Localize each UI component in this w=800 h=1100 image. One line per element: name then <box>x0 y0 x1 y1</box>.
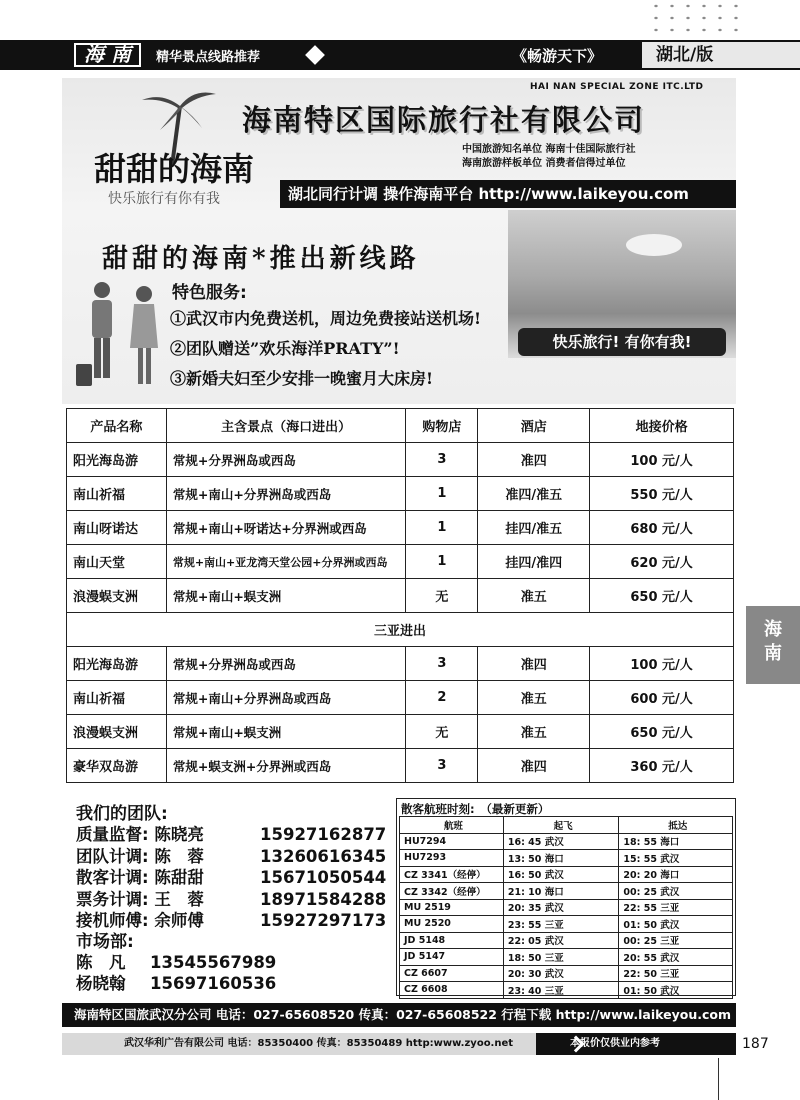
member-role: 团队计调: 陈 蓉 <box>76 846 204 866</box>
flight-row <box>400 949 733 966</box>
flight-departure: 16: 50 武汉 <box>503 866 619 883</box>
product-shops: 3 <box>406 749 478 783</box>
company-english-name: HAI NAN SPECIAL ZONE ITC.LTD <box>530 82 704 92</box>
product-price: 650 元/人 <box>590 579 734 613</box>
header-price: 地接价格 <box>590 409 734 443</box>
team-member <box>76 846 386 868</box>
header-product: 产品名称 <box>67 409 167 443</box>
flight-arrival: 15: 55 武汉 <box>619 850 733 867</box>
product-price: 650 元/人 <box>590 715 734 749</box>
flight-arrival: 22: 50 三亚 <box>619 965 733 982</box>
credential-line-1: 中国旅游知名单位 海南十佳国际旅行社 <box>462 144 636 155</box>
credential-line-2: 海南旅游样板单位 消费者信得过单位 <box>462 158 626 169</box>
beach-slogan: 快乐旅行! 有你有我! <box>518 328 726 356</box>
product-price: 600 元/人 <box>590 681 734 715</box>
flight-header: 航班 <box>400 817 504 834</box>
publisher-info: 武汉华利广告有限公司 电话：85350400 传真：85350489 http:www.zyoo.net <box>124 1038 514 1049</box>
price-table-header <box>67 409 734 443</box>
flight-number: MU 2519 <box>400 899 504 916</box>
product-hotel: 挂四/准四 <box>478 545 590 579</box>
product-name: 浪漫蜈支洲 <box>67 579 167 613</box>
member-role: 票务计调: 王 蓉 <box>76 889 204 909</box>
product-hotel: 准四/准五 <box>478 477 590 511</box>
product-sites: 常规+南山+亚龙湾天堂公园+分界洲或西岛 <box>166 545 406 579</box>
flight-schedule <box>396 798 736 996</box>
flight-number: HU7293 <box>400 850 504 867</box>
flight-number: MU 2520 <box>400 916 504 933</box>
market-title: 市场部: <box>76 931 134 952</box>
product-price: 360 元/人 <box>590 749 734 783</box>
product-sites: 常规+南山+蜈支洲 <box>166 579 406 613</box>
flight-row <box>400 866 733 883</box>
product-sites: 常规+南山+分界洲岛或西岛 <box>166 681 406 715</box>
flight-header: 抵达 <box>619 817 733 834</box>
table-row <box>67 579 734 613</box>
product-shops: 3 <box>406 443 478 477</box>
product-shops: 1 <box>406 511 478 545</box>
price-table <box>66 408 734 783</box>
service-item-2: ②团队赠送”欢乐海洋PRATY”! <box>170 339 400 358</box>
member-phone: 18971584288 <box>260 889 387 909</box>
flight-schedule-title: 散客航班时刻: （最新更新） <box>401 802 550 816</box>
flight-number: CZ 6608 <box>400 982 504 999</box>
platform-url-bar: 湖北同行计调 操作海南平台 http://www.laikeyou.com <box>280 180 736 208</box>
sanya-section-title: 三亚进出 <box>67 613 734 647</box>
product-price: 100 元/人 <box>590 443 734 477</box>
flight-row <box>400 833 733 850</box>
member-phone: 15697160536 <box>150 974 277 993</box>
product-shops: 1 <box>406 545 478 579</box>
flight-row <box>400 965 733 982</box>
product-price: 620 元/人 <box>590 545 734 579</box>
product-shops: 2 <box>406 681 478 715</box>
flight-arrival: 20: 20 海口 <box>619 866 733 883</box>
service-item-1: ①武汉市内免费送机，周边免费接站送机场! <box>170 309 482 328</box>
ad-banner <box>62 78 736 404</box>
flight-number: HU7294 <box>400 833 504 850</box>
team-member <box>76 889 386 911</box>
flight-row <box>400 899 733 916</box>
team-title: 我们的团队: <box>76 804 168 824</box>
flight-departure: 16: 45 武汉 <box>503 833 619 850</box>
member-role: 杨晓翰 <box>76 974 126 993</box>
flight-arrival: 01: 50 武汉 <box>619 982 733 999</box>
product-sites: 常规+南山+蜈支洲 <box>166 715 406 749</box>
product-hotel: 挂四/准五 <box>478 511 590 545</box>
member-phone: 13260616345 <box>260 846 387 866</box>
flight-row <box>400 850 733 867</box>
flight-header-row <box>400 817 733 834</box>
member-role: 陈 凡 <box>76 952 126 972</box>
new-route-headline: 甜甜的海南*推出新线路 <box>102 244 420 274</box>
table-row <box>67 681 734 715</box>
flight-number: JD 5148 <box>400 932 504 949</box>
flight-departure: 22: 05 武汉 <box>503 932 619 949</box>
market-member <box>76 952 386 974</box>
product-name: 阳光海岛游 <box>67 443 167 477</box>
product-price: 100 元/人 <box>590 647 734 681</box>
product-name: 南山呀诺达 <box>67 511 167 545</box>
beach-sun-glow <box>626 234 682 256</box>
header-hotel: 酒店 <box>478 409 590 443</box>
flight-departure: 18: 50 三亚 <box>503 949 619 966</box>
flight-arrival: 00: 25 武汉 <box>619 883 733 900</box>
flight-arrival: 01: 50 武汉 <box>619 916 733 933</box>
product-sites: 常规+南山+分界洲岛或西岛 <box>166 477 406 511</box>
team-member <box>76 824 386 846</box>
flight-row <box>400 883 733 900</box>
travelers-illustration <box>72 278 168 398</box>
header-section: 《畅游天下》 <box>512 47 603 65</box>
company-name: 海南特区国际旅行社有限公司 <box>242 103 646 137</box>
sanya-section-row <box>67 613 734 647</box>
flight-table <box>399 816 733 999</box>
member-role: 接机师傅: 余师傅 <box>76 911 204 930</box>
table-row <box>67 647 734 681</box>
member-phone: 15927297173 <box>260 911 387 930</box>
table-row <box>67 511 734 545</box>
product-name: 浪漫蜈支洲 <box>67 715 167 749</box>
side-tab-hainan <box>746 606 800 684</box>
product-sites: 常规+南山+呀诺达+分界洲或西岛 <box>166 511 406 545</box>
header-sites: 主含景点（海口进出） <box>166 409 406 443</box>
product-shops: 无 <box>406 715 478 749</box>
flight-departure: 21: 10 海口 <box>503 883 619 900</box>
table-row <box>67 545 734 579</box>
product-hotel: 准五 <box>478 715 590 749</box>
product-shops: 无 <box>406 579 478 613</box>
team-member <box>76 910 386 932</box>
market-member <box>76 973 386 995</box>
flight-departure: 20: 35 武汉 <box>503 899 619 916</box>
disclaimer-box <box>536 1033 736 1055</box>
side-tab-label: 海南 <box>764 619 782 664</box>
team-member <box>76 867 386 889</box>
product-hotel: 准四 <box>478 443 590 477</box>
flight-departure: 20: 30 武汉 <box>503 965 619 982</box>
flight-arrival: 22: 55 三亚 <box>619 899 733 916</box>
member-role: 质量监督: 陈晓亮 <box>76 825 204 844</box>
member-role: 散客计调: 陈甜甜 <box>76 868 204 887</box>
branch-contact-bar: 海南特区国旅武汉分公司 电话：027-65608520 传真：027-65608522 行程下载 http://www.laikeyou.com <box>62 1003 736 1027</box>
flight-arrival: 18: 55 海口 <box>619 833 733 850</box>
flight-row <box>400 916 733 933</box>
header-bar <box>0 40 800 70</box>
product-name: 南山祈福 <box>67 477 167 511</box>
flight-number: CZ 3342（经停） <box>400 883 504 900</box>
member-phone: 13545567989 <box>150 952 277 972</box>
product-name: 南山天堂 <box>67 545 167 579</box>
header-edition: 湖北/版 <box>642 42 800 68</box>
flight-departure: 23: 55 三亚 <box>503 916 619 933</box>
product-price: 680 元/人 <box>590 511 734 545</box>
header-logo: 海 南 <box>74 43 141 67</box>
flight-number: CZ 3341（经停） <box>400 866 504 883</box>
product-name: 阳光海岛游 <box>67 647 167 681</box>
feature-title: 特色服务: <box>172 283 247 303</box>
divider-line <box>718 1058 719 1100</box>
flight-header: 起飞 <box>503 817 619 834</box>
flight-number: CZ 6607 <box>400 965 504 982</box>
product-sites: 常规+分界洲岛或西岛 <box>166 647 406 681</box>
disclaimer-note: 本报价仅供业内参考 <box>570 1038 660 1049</box>
flight-arrival: 00: 25 三亚 <box>619 932 733 949</box>
product-shops: 3 <box>406 647 478 681</box>
product-hotel: 准四 <box>478 647 590 681</box>
product-price: 550 元/人 <box>590 477 734 511</box>
product-hotel: 准四 <box>478 749 590 783</box>
product-sites: 常规+蜈支洲+分界洲或西岛 <box>166 749 406 783</box>
page-number: 187 <box>742 1036 769 1052</box>
flight-departure: 23: 40 三亚 <box>503 982 619 999</box>
table-row <box>67 749 734 783</box>
member-phone: 15927162877 <box>260 825 387 844</box>
table-row <box>67 715 734 749</box>
diamond-icon <box>305 45 325 65</box>
product-sites: 常规+分界洲岛或西岛 <box>166 443 406 477</box>
team-contacts <box>76 804 386 995</box>
flight-row <box>400 982 733 999</box>
header-shops: 购物店 <box>406 409 478 443</box>
header-subtitle: 精华景点线路推荐 <box>156 50 261 65</box>
product-hotel: 准五 <box>478 681 590 715</box>
service-item-3: ③新婚夫妇至少安排一晚蜜月大床房! <box>170 369 434 388</box>
flight-row <box>400 932 733 949</box>
table-row <box>67 477 734 511</box>
flight-departure: 13: 50 海口 <box>503 850 619 867</box>
product-shops: 1 <box>406 477 478 511</box>
product-name: 南山祈福 <box>67 681 167 715</box>
table-row <box>67 443 734 477</box>
member-phone: 15671050544 <box>260 868 387 887</box>
happy-travel-slogan: 快乐旅行有你有我 <box>108 191 220 207</box>
sweet-hainan-title: 甜甜的海南 <box>94 150 255 188</box>
decorative-dots <box>648 0 743 36</box>
product-hotel: 准五 <box>478 579 590 613</box>
publisher-bar <box>62 1033 736 1055</box>
flight-number: JD 5147 <box>400 949 504 966</box>
product-name: 豪华双岛游 <box>67 749 167 783</box>
flight-arrival: 20: 55 武汉 <box>619 949 733 966</box>
